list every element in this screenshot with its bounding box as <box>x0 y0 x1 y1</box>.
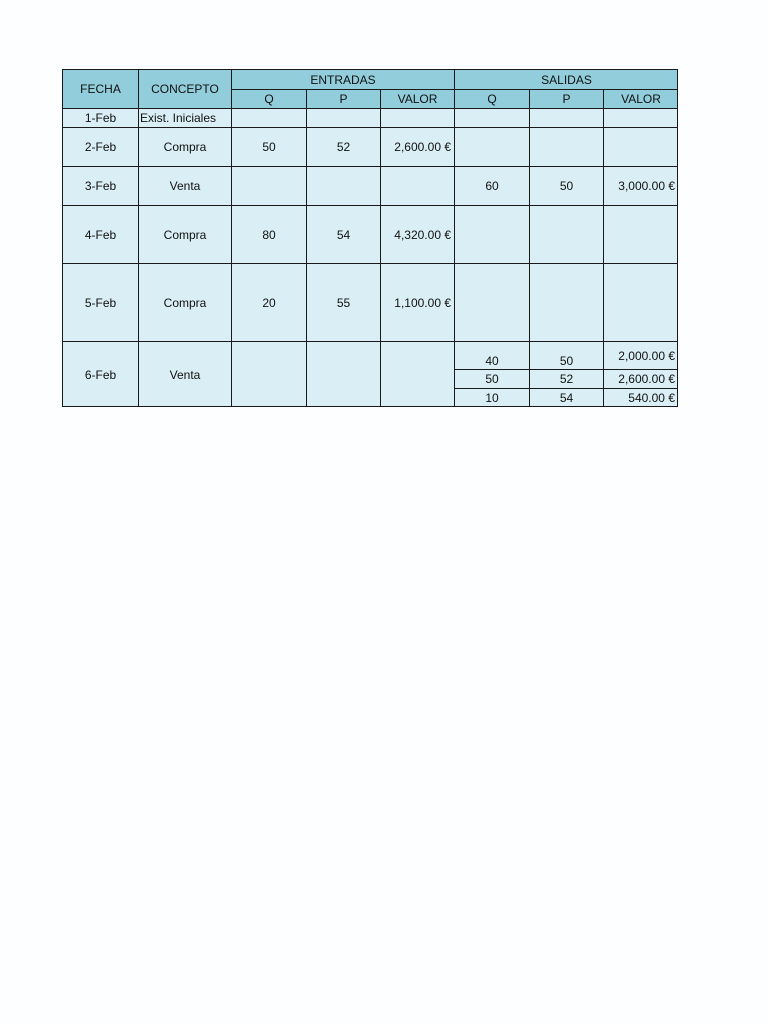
cell-concepto: Venta <box>138 341 231 407</box>
cell-salidas-q <box>454 127 529 166</box>
cell-entradas-p: 55 <box>306 263 380 341</box>
cell-entradas-valor: 4,320.00 € <box>380 205 454 263</box>
cell-salidas-valor: 3,000.00 € <box>603 166 678 205</box>
cell-salidas-q: 40 <box>454 341 529 369</box>
cell-salidas-q: 60 <box>454 166 529 205</box>
cell-salidas-valor: 2,000.00 € <box>603 341 678 369</box>
cell-entradas-q: 80 <box>231 205 306 263</box>
cell-concepto: Compra <box>138 205 231 263</box>
cell-entradas-p <box>306 341 380 407</box>
cell-salidas-q: 10 <box>454 388 529 407</box>
cell-entradas-q <box>231 341 306 407</box>
cell-salidas-valor: 540.00 € <box>603 388 678 407</box>
cell-salidas-q: 50 <box>454 369 529 388</box>
header-salidas: SALIDAS <box>454 69 678 89</box>
header-concepto: CONCEPTO <box>138 69 231 108</box>
cell-concepto: Compra <box>138 127 231 166</box>
cell-salidas-valor <box>603 205 678 263</box>
cell-entradas-valor: 2,600.00 € <box>380 127 454 166</box>
table-border-right <box>677 69 678 407</box>
cell-entradas-valor <box>380 108 454 127</box>
cell-salidas-q <box>454 108 529 127</box>
inventory-table <box>62 69 678 407</box>
cell-salidas-valor <box>603 127 678 166</box>
cell-entradas-valor: 1,100.00 € <box>380 263 454 341</box>
cell-salidas-valor: 2,600.00 € <box>603 369 678 388</box>
cell-entradas-p: 52 <box>306 127 380 166</box>
cell-entradas-valor <box>380 341 454 407</box>
header-entradas-valor: VALOR <box>380 89 454 108</box>
cell-fecha: 5-Feb <box>62 263 138 341</box>
cell-entradas-valor <box>380 166 454 205</box>
header-salidas-p: P <box>529 89 603 108</box>
cell-entradas-q: 20 <box>231 263 306 341</box>
cell-fecha: 4-Feb <box>62 205 138 263</box>
header-entradas-q: Q <box>231 89 306 108</box>
cell-fecha: 1-Feb <box>62 108 138 127</box>
cell-entradas-q: 50 <box>231 127 306 166</box>
cell-entradas-p: 54 <box>306 205 380 263</box>
header-salidas-valor: VALOR <box>603 89 678 108</box>
cell-salidas-p: 50 <box>529 166 603 205</box>
cell-salidas-p <box>529 263 603 341</box>
cell-entradas-q <box>231 108 306 127</box>
cell-entradas-p <box>306 108 380 127</box>
table-border-bottom <box>62 406 678 407</box>
cell-concepto: Exist. Iniciales <box>138 108 231 127</box>
cell-salidas-valor <box>603 263 678 341</box>
cell-salidas-p: 54 <box>529 388 603 407</box>
header-salidas-q: Q <box>454 89 529 108</box>
cell-fecha: 3-Feb <box>62 166 138 205</box>
header-entradas-p: P <box>306 89 380 108</box>
cell-concepto: Venta <box>138 166 231 205</box>
cell-salidas-q <box>454 205 529 263</box>
cell-salidas-p: 50 <box>529 341 603 369</box>
cell-salidas-valor <box>603 108 678 127</box>
cell-salidas-p <box>529 205 603 263</box>
cell-salidas-q <box>454 263 529 341</box>
cell-fecha: 6-Feb <box>62 341 138 407</box>
header-entradas: ENTRADAS <box>231 69 454 89</box>
cell-concepto: Compra <box>138 263 231 341</box>
cell-salidas-p <box>529 108 603 127</box>
cell-salidas-p <box>529 127 603 166</box>
header-fecha: FECHA <box>62 69 138 108</box>
cell-salidas-p: 52 <box>529 369 603 388</box>
cell-fecha: 2-Feb <box>62 127 138 166</box>
cell-entradas-p <box>306 166 380 205</box>
cell-entradas-q <box>231 166 306 205</box>
